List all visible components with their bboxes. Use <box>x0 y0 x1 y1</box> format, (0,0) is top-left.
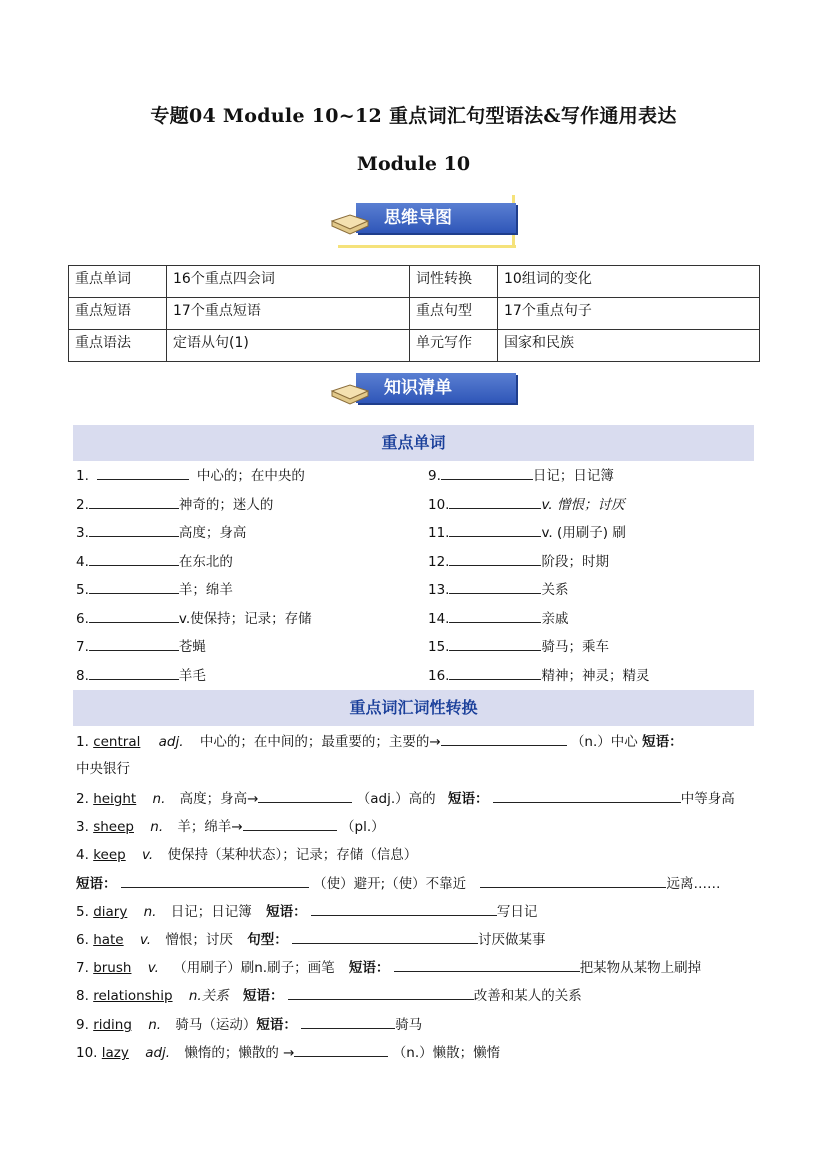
list-item: 15. 骑马；乘车 <box>428 635 649 664</box>
badge-decor-line <box>338 245 516 248</box>
answer-blank[interactable] <box>89 522 179 537</box>
list-item: 16. 精神；神灵；精灵 <box>428 664 649 693</box>
conversion-item: 7. brush v. （用刷子）刷n.刷子；画笔 短语： 把某物从某物上刷掉 <box>76 956 756 976</box>
mindmap-label: 思维导图 <box>356 203 516 233</box>
list-item: 8. 羊毛 <box>76 664 312 693</box>
answer-blank[interactable] <box>441 731 567 746</box>
answer-blank[interactable] <box>89 636 179 651</box>
answer-blank[interactable] <box>89 579 179 594</box>
table-cell: 单元写作 <box>410 330 498 362</box>
module-title: Module 10 <box>356 153 471 175</box>
answer-blank[interactable] <box>449 522 541 537</box>
table-cell: 16个重点四会词 <box>167 266 410 298</box>
answer-blank[interactable] <box>449 636 541 651</box>
list-item: 11. v. (用刷子) 刷 <box>428 521 649 550</box>
conversion-item: 3. sheep n. 羊；绵羊→ （pl.） <box>76 815 756 835</box>
table-cell: 定语从句(1) <box>167 330 410 362</box>
checklist-label: 知识清单 <box>356 373 516 403</box>
answer-blank[interactable] <box>449 494 541 509</box>
answer-blank[interactable] <box>292 929 478 944</box>
list-item: 3. 高度；身高 <box>76 521 312 550</box>
checklist-badge <box>330 365 515 417</box>
list-item: 2. 神奇的；迷人的 <box>76 493 312 522</box>
conversion-item: 5. diary n. 日记；日记簿 短语： 写日记 <box>76 900 756 920</box>
page-title: 专题04 Module 10~12 重点词汇句型语法&写作通用表达 <box>150 105 677 127</box>
list-item: 6. v.使保持；记录；存储 <box>76 607 312 636</box>
answer-blank[interactable] <box>258 788 352 803</box>
vocab-list-left <box>76 464 312 692</box>
section-heading-conversion: 重点词汇词性转换 <box>73 690 754 726</box>
conversion-item: 9. riding n. 骑马（运动）短语： 骑马 <box>76 1013 756 1033</box>
list-item: 5. 羊；绵羊 <box>76 578 312 607</box>
conversion-item: 4. keep v. 使保持（某种状态）；记录；存储（信息） <box>76 847 418 863</box>
answer-blank[interactable] <box>311 901 497 916</box>
answer-blank[interactable] <box>294 1042 388 1057</box>
list-item: 10. v. 憎恨；讨厌 <box>428 493 649 522</box>
list-item: 13. 关系 <box>428 578 649 607</box>
book-icon <box>330 377 370 407</box>
list-item: 1. 中心的；在中央的 <box>76 464 312 493</box>
table-cell: 17个重点短语 <box>167 298 410 330</box>
list-item: 14. 亲戚 <box>428 607 649 636</box>
answer-blank[interactable] <box>394 957 580 972</box>
table-cell: 国家和民族 <box>498 330 760 362</box>
list-item: 7. 苍蝇 <box>76 635 312 664</box>
answer-blank[interactable] <box>449 579 541 594</box>
table-cell: 10组词的变化 <box>498 266 760 298</box>
answer-blank[interactable] <box>301 1014 395 1029</box>
section-heading-words: 重点单词 <box>73 425 754 461</box>
overview-table <box>68 265 760 362</box>
answer-blank[interactable] <box>97 465 189 480</box>
list-item: 4. 在东北的 <box>76 550 312 579</box>
conversion-item: 1. central adj. 中心的；在中间的；最重要的；主要的→ （n.）中心 短语： <box>76 730 756 750</box>
answer-blank[interactable] <box>449 608 541 623</box>
table-cell: 重点语法 <box>69 330 167 362</box>
answer-blank[interactable] <box>89 494 179 509</box>
table-row <box>69 298 760 330</box>
mindmap-badge <box>330 195 515 247</box>
list-item: 12. 阶段；时期 <box>428 550 649 579</box>
answer-blank[interactable] <box>449 551 541 566</box>
table-row <box>69 266 760 298</box>
table-cell: 词性转换 <box>410 266 498 298</box>
conversion-item: 6. hate v. 憎恨；讨厌 句型： 讨厌做某事 <box>76 928 756 948</box>
answer-blank[interactable] <box>121 873 309 888</box>
book-icon <box>330 207 370 237</box>
list-item: 9. 日记；日记簿 <box>428 464 649 493</box>
answer-blank[interactable] <box>449 665 541 680</box>
answer-blank[interactable] <box>441 465 533 480</box>
vocab-list-right <box>428 464 649 692</box>
answer-blank[interactable] <box>89 608 179 623</box>
table-cell: 17个重点句子 <box>498 298 760 330</box>
answer-blank[interactable] <box>493 788 681 803</box>
answer-blank[interactable] <box>288 985 474 1000</box>
table-row <box>69 330 760 362</box>
answer-blank[interactable] <box>243 816 337 831</box>
conversion-item: 8. relationship n.关系 短语： 改善和某人的关系 <box>76 984 756 1004</box>
conversion-item: 10. lazy adj. 懒惰的；懒散的 → （n.）懒散；懒惰 <box>76 1041 756 1061</box>
conversion-item-continued: 中央银行 <box>76 761 130 777</box>
answer-blank[interactable] <box>89 551 179 566</box>
conversion-item-continued: 短语： （使）避开;（使）不靠近 远离…… <box>76 872 756 892</box>
answer-blank[interactable] <box>480 873 666 888</box>
conversion-item: 2. height n. 高度；身高→ （adj.）高的 短语： 中等身高 <box>76 787 756 807</box>
table-cell: 重点句型 <box>410 298 498 330</box>
answer-blank[interactable] <box>89 665 179 680</box>
table-cell: 重点单词 <box>69 266 167 298</box>
table-cell: 重点短语 <box>69 298 167 330</box>
